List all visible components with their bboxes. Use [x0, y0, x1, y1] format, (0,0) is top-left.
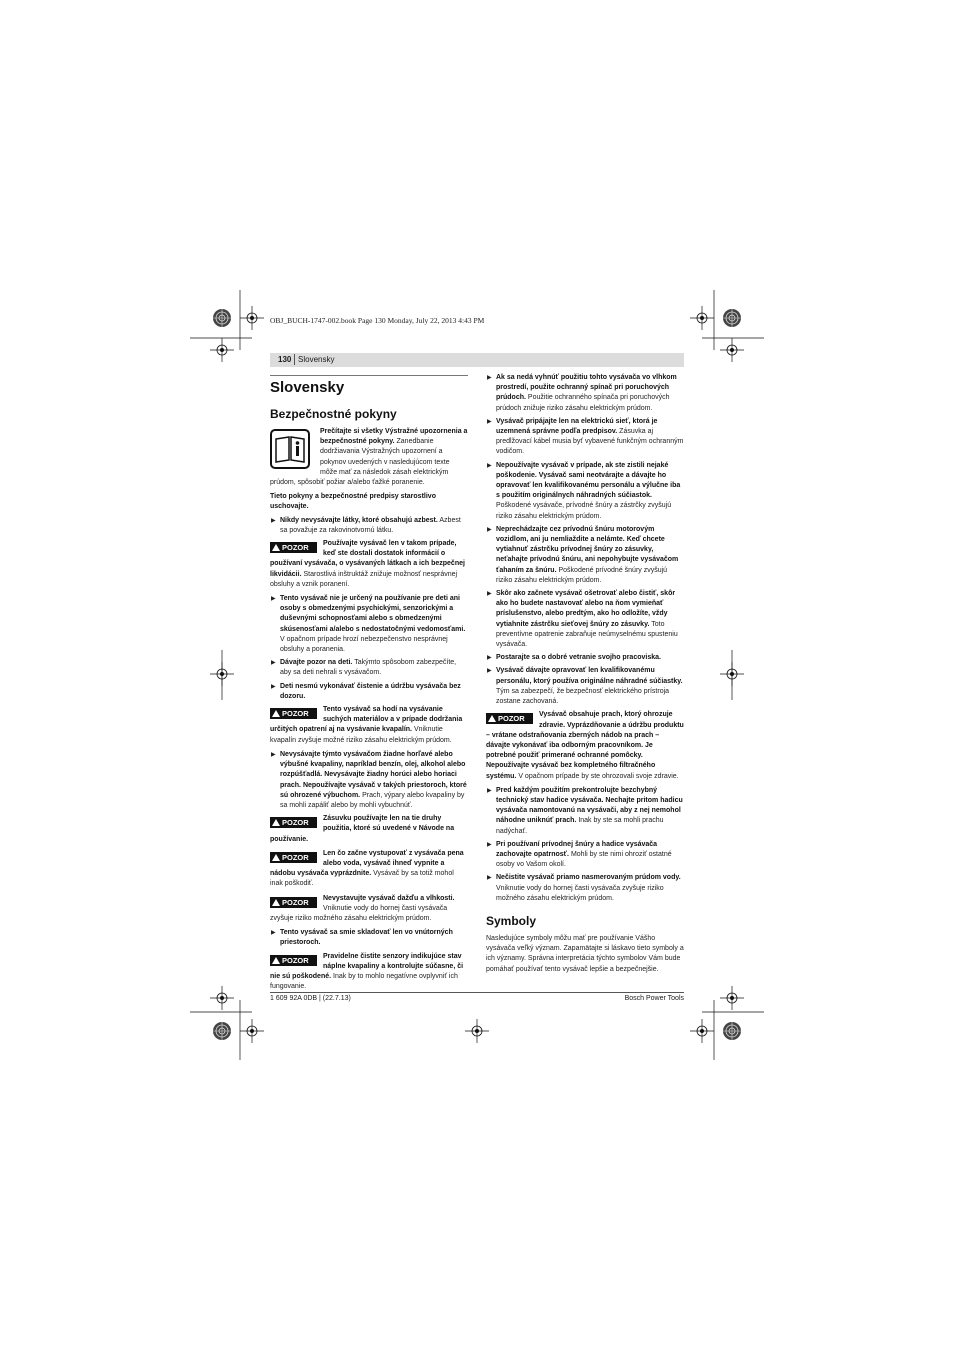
warning-bold: Nevystavujte vysávač dažďu a vlhkosti. — [323, 894, 455, 902]
symbols-heading: Symboly — [486, 913, 537, 928]
pozor-label: POZOR — [282, 955, 309, 965]
bullet-text: Mohli by ste nimi ohroziť ostatné osoby vo Vašom okolí. — [496, 850, 672, 869]
footer-rule — [270, 992, 684, 993]
warning-text: Vysávač by sa totiž mohol inak poškodiť. — [270, 870, 454, 888]
list-item — [486, 873, 684, 904]
warning-text: Starostlivá inštruktáž znižuje možnosť nesprávnej obsluhy a vznik poranení. — [270, 570, 458, 588]
warning-text: Inak by to mohlo negatívne ovplyvniť ich fungovanie. — [270, 972, 458, 991]
title-rule — [270, 375, 468, 376]
warning-block — [270, 814, 468, 845]
read-manual-icon — [270, 429, 310, 469]
left-column — [270, 375, 468, 996]
bullet-bold: Dávajte pozor na deti. — [280, 659, 353, 667]
footer-brand: Bosch Power Tools — [624, 995, 684, 1002]
page-header — [270, 353, 684, 367]
list-item — [270, 928, 468, 948]
bullet-text: Azbest sa považuje za rakovinotvornú látku. — [280, 516, 461, 534]
warning-text: Vniknutie kvapalín zvyšuje možné riziko zásahu elektrickým prúdom. — [270, 726, 452, 744]
pozor-badge — [270, 708, 317, 719]
bullet-bold: Postarajte sa o dobré vetranie svojho pracoviska. — [496, 654, 661, 662]
pozor-label: POZOR — [282, 818, 309, 828]
bullet-bold: Pri používaní prívodnej šnúry a hadice vysávača zachovajte opatrnosť. — [496, 840, 658, 858]
list-item — [270, 594, 468, 655]
bullet-text: Poškodené vysávače, prívodné šnúry a zástrčky zvyšujú riziko zásahu elektrickým prúdom. — [496, 502, 672, 520]
list-item — [486, 653, 684, 663]
info-text: Zanedbanie dodržiavania Výstražných upozornení a pokynov uvedených v nasledujúcom texte môže mať za následok zásah elektrickým prúdom, spôsobiť požiar a/alebo ťažké poranenie. — [270, 438, 450, 487]
list-item — [486, 589, 684, 650]
bullet-text: Inak by ste sa mohli prachu nadýchať. — [496, 817, 664, 835]
header-separator — [294, 354, 295, 365]
warning-triangle-icon — [488, 715, 496, 722]
warning-block — [486, 710, 684, 781]
bullet-bold: Tento vysávač nie je určený na používanie pre deti ani osoby s obmedzenými psychickými, senzorickými a duševnými schopnosťami alebo s obmedzenými skúsenosťami a/alebo s nedostatočnými vedomosťami. — [280, 595, 466, 633]
bullet-bold: Deti nesmú vykonávať čistenie a údržbu vysávača bez dozoru. — [280, 682, 461, 700]
bullet-triangle-icon: ▶ — [487, 668, 492, 675]
bullet-triangle-icon: ▶ — [487, 787, 492, 794]
bullet-bold: Neprechádzajte cez prívodnú šnúru motorovým vozidlom, ani ju nemliaždite a nelámte. Keď chcete vytiahnuť zástrčku prívodnej šnúry zo zásuvky, neťahajte prívodnú šnúru, ani nepohybujte vysávačom ťahaním za šnúru. — [496, 525, 679, 574]
bullet-triangle-icon: ▶ — [487, 841, 492, 848]
pozor-badge — [270, 817, 317, 828]
warning-bold: Používajte vysávač len v takom prípade, keď ste dostali dostatok informácií o používaní vysávača, o vysávaných látkach a ich bezpečnej likvidácii. — [270, 540, 465, 578]
print-info: OBJ_BUCH-1747-002.book Page 130 Monday, July 22, 2013 4:43 PM — [270, 316, 485, 325]
info-block — [270, 427, 468, 488]
warning-triangle-icon — [272, 544, 280, 551]
warning-triangle-icon — [272, 899, 280, 906]
bullet-triangle-icon: ▶ — [271, 660, 276, 667]
bullet-triangle-icon: ▶ — [271, 517, 276, 524]
pozor-label: POZOR — [282, 709, 309, 719]
list-item — [486, 461, 684, 522]
bullet-bold: Nikdy nevysávajte látky, ktoré obsahujú azbest. — [280, 516, 438, 524]
bullet-bold: Tento vysávač sa smie skladovať len vo vnútorných priestoroch. — [280, 929, 453, 947]
bullet-bold: Nečistite vysávač priamo nasmerovaným prúdom vody. — [496, 874, 681, 882]
bullet-text: Prach, výpary alebo kvapaliny by sa mohli zapáliť alebo by mohli vybuchnúť. — [280, 791, 465, 809]
warning-bold: Zásuvku používajte len na tie druhy použitia, ktoré sú uvedené v Návode na používanie. — [270, 815, 455, 843]
pozor-label: POZOR — [282, 852, 309, 862]
right-column — [486, 373, 684, 978]
bullet-triangle-icon: ▶ — [487, 462, 492, 469]
bullet-text: V opačnom prípade hrozí nebezpečenstvo nesprávnej obsluhy a poranenia. — [280, 635, 448, 654]
list-item — [270, 658, 468, 678]
bullet-triangle-icon: ▶ — [271, 930, 276, 937]
warning-bold: Tento vysávač sa hodí na vysávanie suchých materiálov a v prípade dodržania určitých opatrení aj na vysávanie kvapalín. — [270, 706, 463, 734]
warning-triangle-icon — [272, 957, 280, 964]
list-item — [486, 666, 684, 707]
bullet-text: Tým sa zabezpečí, že bezpečnosť elektrického prístroja zostane zachovaná. — [496, 687, 670, 706]
pozor-badge — [486, 713, 533, 724]
warning-bold: Len čo začne vystupovať z vysávača pena alebo voda, vysávač ihneď vypnite a nádobu vysávača vyprázdnite. — [270, 849, 464, 878]
list-item — [486, 840, 684, 871]
list-item — [270, 750, 468, 811]
warning-text: V opačnom prípade by ste ohrozovali svoje zdravie. — [518, 772, 679, 780]
warning-bold: Pravidelne čistite senzory indikujúce stav náplne kvapaliny a kontrolujte súčasne, či nie sú poškodené. — [270, 952, 464, 980]
warning-block — [270, 705, 468, 746]
pozor-label: POZOR — [282, 543, 309, 553]
warning-triangle-icon — [272, 819, 280, 826]
keep-notice: Tieto pokyny a bezpečnostné predpisy starostlivo uschovajte. — [270, 493, 436, 511]
header-language: Slovensky — [298, 355, 335, 364]
bullet-bold: Vysávač pripájajte len na elektrickú sieť, ktorá je uzemnená správne podľa predpisov. — [496, 417, 658, 436]
footer-code: 1 609 92A 0DB | (22.7.13) — [270, 995, 351, 1002]
info-bold: Prečítajte si všetky Výstražné upozornenia a bezpečnostné pokyny. — [320, 428, 468, 446]
list-item — [486, 373, 684, 414]
list-item — [486, 417, 684, 458]
page-title: Slovensky — [270, 379, 345, 396]
pozor-label: POZOR — [498, 714, 525, 724]
warning-block — [270, 849, 468, 890]
bullet-triangle-icon: ▶ — [487, 375, 492, 381]
bullet-bold: Pred každým použitím prekontrolujte bezchybný technický stav hadice vysávača. Nechajte pritom hadicu vysávača namontovanú na vysávači, aby z nej nemohol náhodne uniknúť prach. — [496, 786, 683, 825]
bullet-bold: Nevysávajte týmto vysávačom žiadne horľavé alebo výbušné kvapaliny, napríklad benzín, olej, alkohol alebo rozpúšťadlá. Nevysávajte žiadny horúci alebo horiaci prach. Nepoužívajte vysávač v takých priestoroch, ktoré sú ohrozené výbuchom. — [280, 750, 467, 799]
pozor-label: POZOR — [282, 897, 309, 907]
warning-block — [270, 539, 468, 590]
bullet-triangle-icon: ▶ — [487, 875, 492, 882]
bullet-text: Toto preventívne opatrenie zabraňuje neúmyselnému spusteniu vysávača. — [496, 620, 678, 649]
symbols-text: Nasledujúce symboly môžu mať pre používanie Vášho vysávača veľký význam. Zapamätajte si láskavo tieto symboly a ich významy. Správna interpretácia týchto symbolov Vám bude pomáhať používať tento vysávač lepšie a bezpečnejšie. — [486, 934, 684, 973]
pozor-badge — [270, 897, 317, 908]
pozor-badge — [270, 852, 317, 863]
warning-triangle-icon — [272, 854, 280, 861]
bullet-triangle-icon: ▶ — [487, 418, 492, 425]
bullet-bold: Skôr ako začnete vysávač ošetrovať alebo čistiť, skôr ako ho budete nastavovať alebo na ňom vymieňať príslušenstvo, alebo predtým, ako ho odložíte, vždy vytiahnite zástrčku sieťovej šnúry zo zásuvky. — [496, 590, 676, 628]
pozor-badge — [270, 542, 317, 553]
bullet-text: Takýmto spôsobom zabezpečíte, aby sa deti nehrali s vysávačom. — [280, 659, 457, 677]
list-item — [486, 525, 684, 586]
warning-bold: Vysávač obsahuje prach, ktorý ohrozuje zdravie. Vyprázdňovanie a údržbu produktu – vrátane odstraňovania zberných nádob na prach – dávajte vykonávať iba odborným pracovníkom. Je potrebné použiť primerané ochranné pomôcky. Nepoužívajte vysávač bez kompletného filtračného systému. — [486, 711, 684, 780]
bullet-text: Použitie ochranného spínača pri poruchových prúdoch znižuje riziko zásahu elektrickým prúdom. — [496, 394, 670, 412]
list-item — [270, 516, 468, 536]
warning-text: Vniknutie vody do hornej časti vysávača zvyšuje riziko možného zásahu elektrickým prúdom. — [270, 904, 448, 922]
bullet-text: Vniknutie vody do hornej časti vysávača zvyšuje riziko možného zásahu elektrickým prúdom. — [496, 884, 664, 902]
page-number: 130 — [278, 355, 292, 364]
warning-block — [270, 894, 468, 925]
bullet-triangle-icon: ▶ — [271, 596, 276, 603]
bullet-bold: Ak sa nedá vyhnúť použitiu tohto vysávača vo vlhkom prostredí, použite ochranný spínač pri poruchových prúdoch. — [496, 374, 677, 402]
list-item — [486, 786, 684, 837]
bullet-bold: Vysávač dávajte opravovať len kvalifikovanému personálu, ktorý používa originálne náhradné súčiastky. — [496, 667, 683, 685]
pozor-badge — [270, 955, 317, 966]
bullet-bold: Nepoužívajte vysávač v prípade, ak ste zistili nejaké poškodenie. Vysávač sami neotvárajte a dávajte ho opravovať len kvalifikovanému personálu a výlučne iba s použitím originálnych náhradných súčiastok. — [496, 461, 681, 500]
bullet-text: Zásuvka aj predlžovací kábel musia byť vybavené funkčným ochranným vodičom. — [496, 428, 684, 456]
list-item — [270, 682, 468, 702]
bullet-text: Poškodené prívodné šnúry zvyšujú riziko zásahu elektrickým prúdom. — [496, 566, 668, 584]
bullet-triangle-icon: ▶ — [487, 591, 492, 598]
warning-block — [270, 952, 468, 993]
bullet-triangle-icon: ▶ — [271, 683, 276, 690]
bullet-triangle-icon: ▶ — [487, 526, 492, 533]
safety-heading: Bezpečnostné pokyny — [270, 407, 397, 421]
bullet-triangle-icon: ▶ — [271, 751, 276, 758]
bullet-triangle-icon: ▶ — [487, 655, 492, 662]
warning-triangle-icon — [272, 710, 280, 717]
